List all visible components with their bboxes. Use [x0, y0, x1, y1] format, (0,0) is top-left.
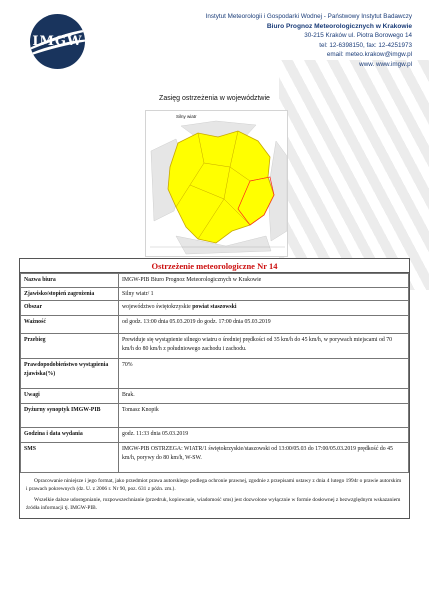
table-row — [21, 287, 409, 301]
phone-fax: tel: 12-6398150, fax: 12-4251973 — [319, 41, 412, 49]
row-label: Ważność — [21, 316, 119, 334]
row-label: Godzina i data wydania — [21, 428, 119, 443]
warning-title: Ostrzeżenie meteorologiczne Nr 14 — [20, 259, 409, 273]
copyright-notice — [20, 473, 409, 518]
institute-name: Instytut Meteorologii i Gospodarki Wodnej - Państwowy Instytut Badawczy — [205, 13, 412, 20]
email-address[interactable]: email: meteo.krakow@imgw.pl — [326, 51, 412, 59]
warning-table — [20, 273, 409, 473]
logo-text: IMGW — [32, 34, 83, 49]
row-label: Obszar — [21, 301, 119, 316]
row-label: SMS — [21, 443, 119, 473]
row-value: Prewiduje się wystąpienie silnego wiatru o średniej prędkości od 35 km/h do 45 km/h, w porywach miejscami od 70 km/h do 80 km/h z południowego zachodu i zachodu. — [119, 334, 409, 359]
table-row — [21, 359, 409, 389]
table-row — [21, 334, 409, 359]
table-row — [21, 301, 409, 316]
row-label: Prawdopodobieństwo wystąpienia zjawiska(%) — [21, 359, 119, 389]
website-address[interactable]: www. www.imgw.pl — [359, 60, 412, 68]
map-title: Zasięg ostrzeżenia w województwie — [159, 95, 270, 102]
row-value — [119, 301, 409, 316]
row-label: Dyżurny synoptyk IMGW-PIB — [21, 404, 119, 428]
row-value: Silny wiatr/ 1 — [119, 287, 409, 301]
warning-map — [145, 110, 288, 257]
row-value: Tomasz Knopik — [119, 404, 409, 428]
row-value: od godz. 13:00 dnia 05.03.2019 do godz. 17:00 dnia 05.03.2019 — [119, 316, 409, 334]
area-region: województwo świętokrzyskie — [122, 304, 191, 311]
table-row — [21, 404, 409, 428]
row-value: IMGW-PIB Biuro Prognoz Meteorologicznych w Krakowie — [119, 274, 409, 288]
row-value: IMGW-PIB OSTRZEGA: WIATR/1 świętokrzyskie/staszowski od 13:00/05.03 do 17:00/05.03.2019 prędkość do 45 km/h, porywy do 80 km/h, W-SW. — [119, 443, 409, 473]
voivodeship-region — [168, 131, 274, 243]
street-address: 30-215 Kraków ul. Piotra Borowego 14 — [304, 32, 412, 40]
letterhead — [0, 0, 429, 80]
map-graphic — [146, 111, 289, 258]
table-row — [21, 428, 409, 443]
table-row — [21, 443, 409, 473]
row-label: Uwagi — [21, 389, 119, 404]
row-label: Zjawisko/stopień zagrożenia — [21, 287, 119, 301]
organization-address — [206, 12, 412, 70]
neighbour-region-south — [176, 236, 271, 254]
copyright-paragraph: Opracowanie niniejsze i jego format, jako przedmiot prawa autorskiego podlega ochronie prawnej, zgodnie z przepisami ustawy z dnia 4 lutego 1994r o prawie autorskim i prawach pokrewnych (dz. U. z 2006 r. Nr 90, poz. 631 z późn. zm.). — [26, 478, 402, 493]
row-value: godz. 11:33 dnia 05.03.2019 — [119, 428, 409, 443]
redistribution-paragraph: Wszelkie dalsze udostępnianie, rozpowszechnianie (przedruk, kopiowanie, wiadomość sms) jest dozwolone wyłącznie w formie dosłownej z bezwzględnym wskazaniem źródła informacji tj. IMGW-PIB. — [26, 496, 401, 511]
row-value: 70% — [119, 359, 409, 389]
imgw-logo — [30, 14, 85, 69]
office-name: Biuro Prognoz Meteorologicznych w Krakowie — [266, 22, 412, 30]
table-row — [21, 316, 409, 334]
row-label: Przebieg — [21, 334, 119, 359]
row-value: Brak. — [119, 389, 409, 404]
warning-table-container — [19, 258, 410, 519]
area-district: powiat staszowski — [192, 304, 237, 311]
table-row — [21, 389, 409, 404]
row-label: Nazwa biura — [21, 274, 119, 288]
map-phenomenon-label: Silny wiatr — [176, 114, 197, 119]
table-row — [21, 274, 409, 288]
